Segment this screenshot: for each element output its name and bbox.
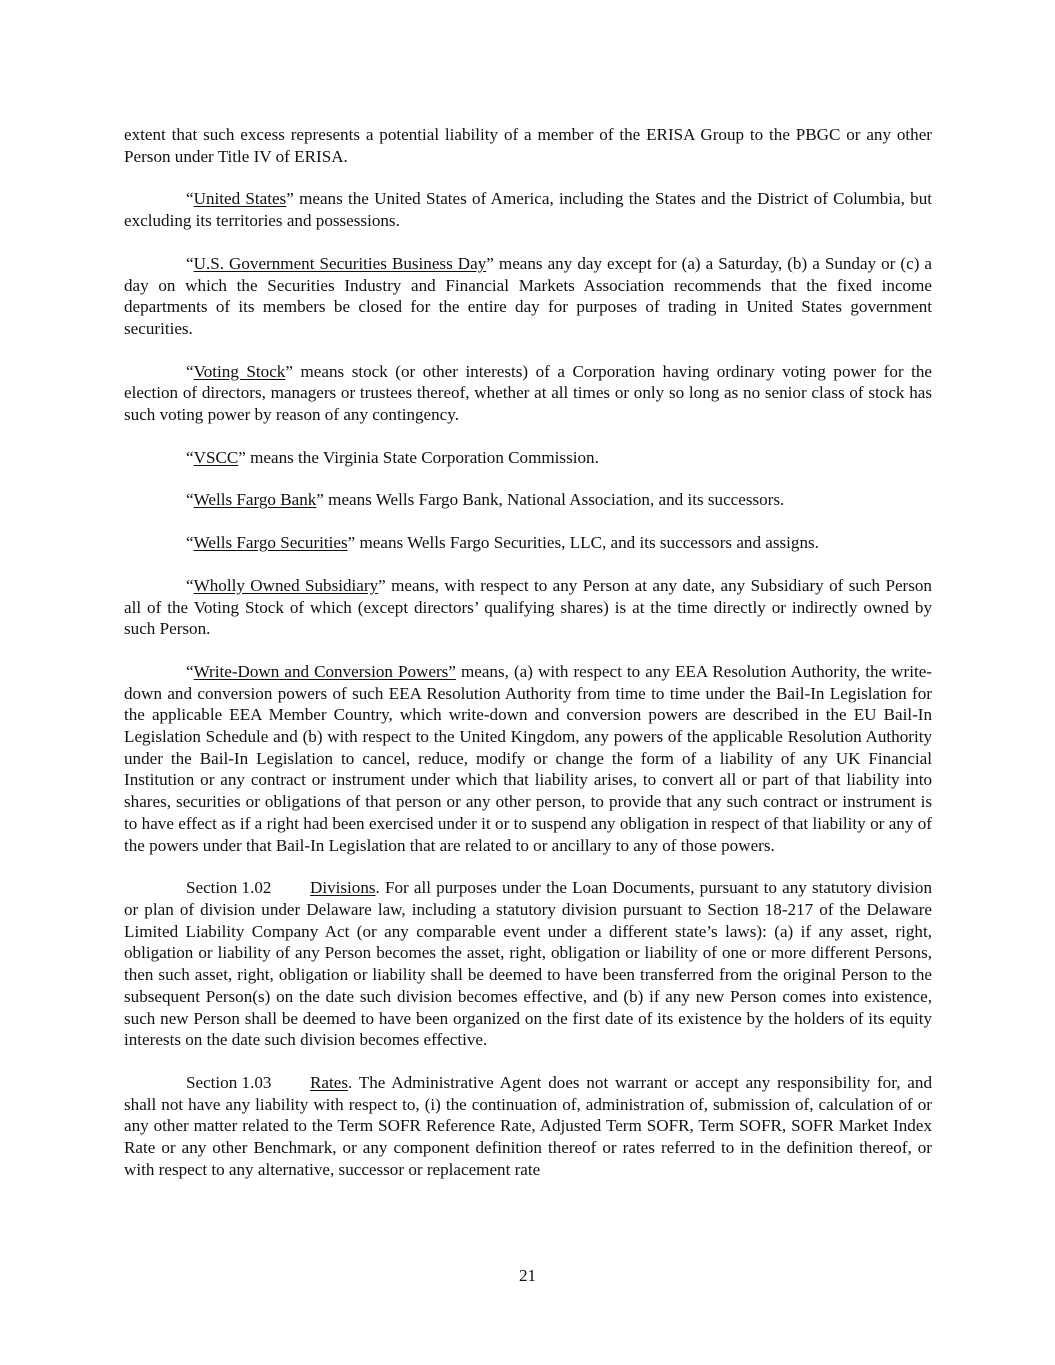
definition-text: means any day except for (a) a Saturday, (b) a Sunday or (c) a day on which the Securities Industry and Financial Markets Association recommends that the fixed income departments of its members be closed for the entire day for purposes of trading in United States government securities. bbox=[124, 253, 933, 338]
section-text: . The Administrative Agent does not warrant or accept any responsibility for, and shall not have any liability with respect to, (i) the continuation of, administration of, submission of, calculation of or any other matter related to the Term SOFR Reference Rate, Adjusted Term SOFR, Term SOFR, SOFR Market Index Rate or any other Benchmark, or any component definition thereof or rates referred to in the definition thereof, or with respect to any alternative, successor or replacement rate bbox=[124, 1072, 932, 1179]
close-quote: ” bbox=[238, 447, 246, 467]
definition-us-government-securities-business-day bbox=[124, 253, 932, 340]
page-number: 21 bbox=[518, 1266, 537, 1285]
defined-term: Voting Stock bbox=[193, 361, 286, 381]
section-text: . For all purposes under the Loan Documents, pursuant to any statutory division or plan of division under Delaware law, including a statutory division pursuant to Section 18-217 of the Delaware Limited Liability Company Act (or any comparable event under a different state’s laws): (a) if any asset, right, obligation or liability of any Person becomes the asset, right, obligation or liability of one or more different Persons, then such asset, right, obligation or liability shall be deemed to have been transferred from the original Person to the subsequent Person(s) on the date such division becomes effective, and (b) if any new Person comes into existence, such new Person shall be deemed to have been organized on the first date of its existence by the holders of its equity interests on the date such division becomes effective. bbox=[124, 878, 932, 1050]
close-quote: ” bbox=[378, 575, 386, 595]
definition-wholly-owned-subsidiary bbox=[124, 575, 932, 640]
section-number: Section 1.03 bbox=[186, 1072, 272, 1092]
definition-text: means, with respect to any Person at any date, any Subsidiary of such Person all of the Voting Stock of which (except directors’ qualifying shares) is at the time directly or indirectly owned by such Person. bbox=[124, 575, 932, 639]
open-quote: “ bbox=[186, 361, 194, 381]
definition-wells-fargo-bank bbox=[124, 489, 932, 511]
open-quote: “ bbox=[186, 447, 194, 467]
defined-term: United States bbox=[193, 189, 287, 209]
section-number: Section 1.02 bbox=[186, 878, 272, 898]
section-heading: Rates bbox=[310, 1072, 348, 1092]
document-page bbox=[124, 124, 932, 1201]
close-quote: ” bbox=[286, 189, 294, 209]
definition-text: means stock (or other interests) of a Corporation having ordinary voting power for the election of directors, managers or trustees thereof, whether at all times or only so long as no senior class of stock has such voting power by reason of any contingency. bbox=[124, 361, 933, 425]
definition-united-states bbox=[124, 188, 932, 231]
open-quote: “ bbox=[186, 575, 194, 595]
definition-vscc bbox=[124, 447, 932, 469]
section-1-02-divisions bbox=[124, 877, 932, 1051]
close-quote: ” bbox=[285, 361, 293, 381]
defined-term: U.S. Government Securities Business Day bbox=[193, 253, 487, 273]
defined-term: Wells Fargo Securities bbox=[193, 533, 348, 553]
section-heading: Divisions bbox=[310, 878, 376, 898]
definition-text: means, (a) with respect to any EEA Resolution Authority, the write-down and conversion powers of such EEA Resolution Authority from time to time under the Bail-In Legislation for the applicable EEA Member Country, which write-down and conversion powers are described in the EU Bail-In Legislation Schedule and (b) with respect to the United Kingdom, any powers of the applicable Resolution Authority under the Bail-In Legislation to cancel, reduce, modify or change the form of a liability of any UK Financial Institution or any contract or instrument under which that liability arises, to convert all or part of that liability into shares, securities or obligations of that person or any other person, to provide that any such contract or instrument is to have effect as if a right had been exercised under it or to suspend any obligation in respect of that liability or any of the powers under that Bail-In Legislation that are related to or ancillary to any of those powers. bbox=[124, 661, 933, 855]
definition-text: means the Virginia State Corporation Commission. bbox=[245, 447, 599, 467]
close-quote: ” bbox=[347, 533, 356, 553]
definition-text: means Wells Fargo Securities, LLC, and its successors and assigns. bbox=[355, 533, 819, 553]
defined-term: VSCC bbox=[193, 447, 239, 467]
open-quote: “ bbox=[186, 189, 194, 209]
close-quote: ” bbox=[486, 253, 494, 273]
section-1-03-rates bbox=[124, 1072, 932, 1181]
definition-voting-stock bbox=[124, 361, 932, 426]
definition-text: means the United States of America, including the States and the District of Columbia, but excluding its territories and possessions. bbox=[124, 189, 932, 231]
close-quote: ” bbox=[316, 490, 324, 510]
definition-wells-fargo-securities bbox=[124, 532, 932, 554]
definition-write-down-and-conversion-powers bbox=[124, 661, 932, 856]
defined-term: Wholly Owned Subsidiary bbox=[193, 575, 379, 595]
defined-term: Write-Down and Conversion Powers” bbox=[193, 661, 456, 681]
open-quote: “ bbox=[186, 533, 194, 553]
definition-text: means Wells Fargo Bank, National Association, and its successors. bbox=[323, 490, 785, 510]
paragraph-continuation: extent that such excess represents a potential liability of a member of the ERISA Group to the PBGC or any other Person under Title IV of ERISA. bbox=[124, 125, 932, 166]
open-quote: “ bbox=[186, 661, 194, 681]
open-quote: “ bbox=[186, 490, 194, 510]
open-quote: “ bbox=[186, 253, 194, 273]
defined-term: Wells Fargo Bank bbox=[193, 490, 317, 510]
